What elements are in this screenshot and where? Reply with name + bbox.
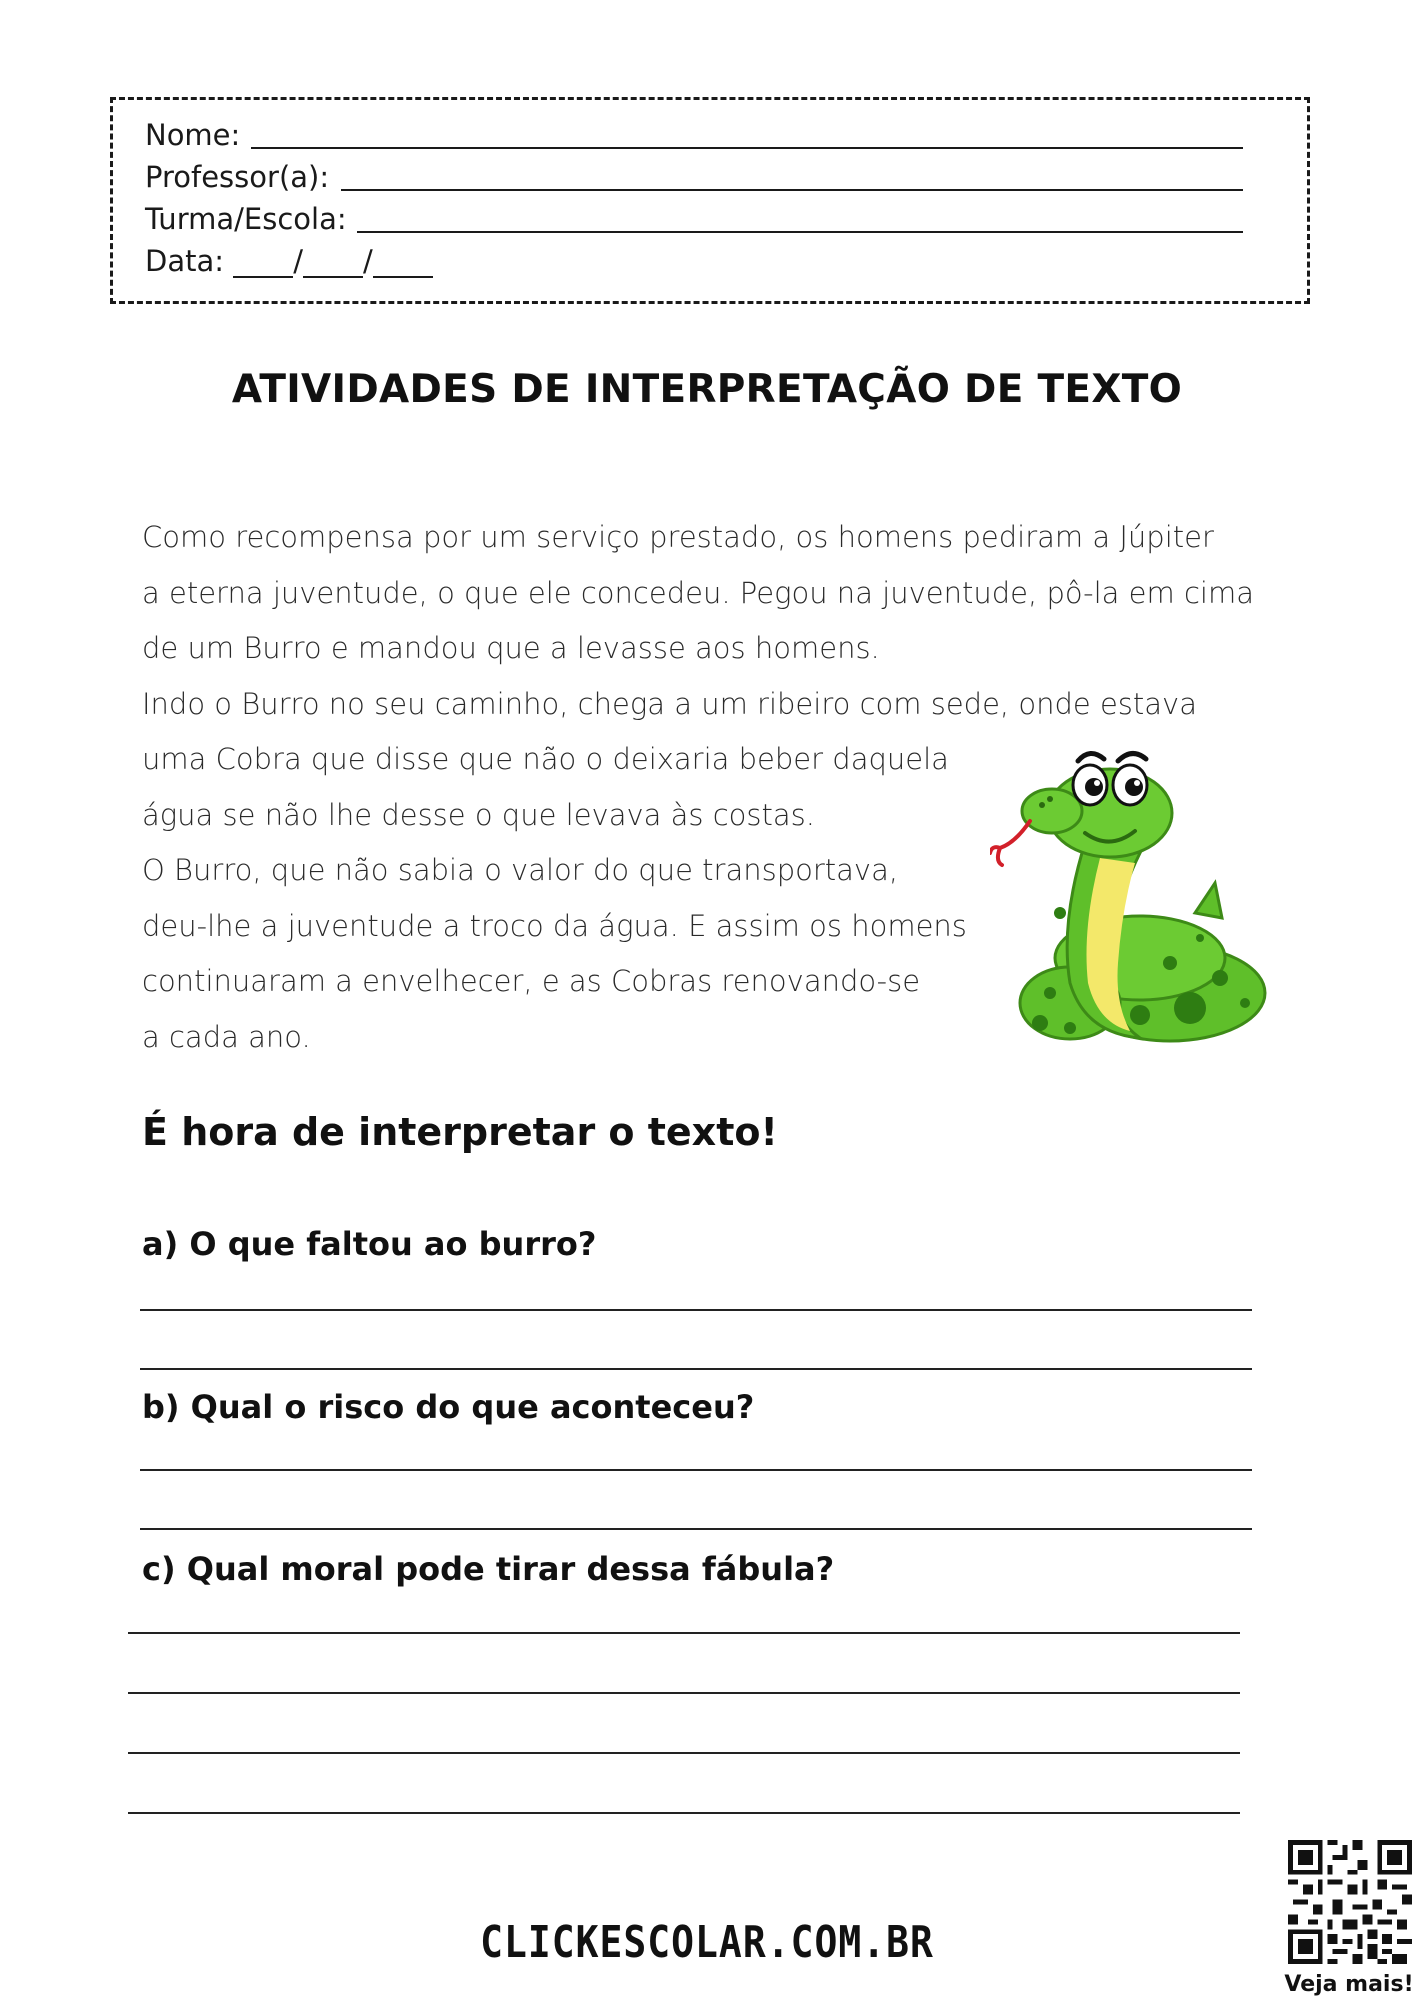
date-year-blank[interactable] xyxy=(373,248,433,278)
date-separator: / xyxy=(293,244,304,278)
nome-line[interactable] xyxy=(251,147,1243,149)
nome-label: Nome: xyxy=(145,118,241,152)
story-line: uma Cobra que disse que não o deixaria beber daquela xyxy=(142,742,949,776)
turma-field xyxy=(145,202,347,236)
date-month-blank[interactable] xyxy=(303,248,363,278)
professor-line[interactable] xyxy=(341,189,1243,191)
story-line: O Burro, que não sabia o valor do que transportava, xyxy=(142,853,899,887)
answer-line-c1[interactable] xyxy=(128,1632,1240,1634)
answer-line-c4[interactable] xyxy=(128,1812,1240,1814)
answer-line-a2[interactable] xyxy=(140,1368,1252,1370)
section-heading: É hora de interpretar o texto! xyxy=(142,1110,778,1154)
professor-label: Professor(a): xyxy=(145,160,330,194)
turma-label: Turma/Escola: xyxy=(145,202,347,236)
professor-field xyxy=(145,160,329,194)
answer-line-a1[interactable] xyxy=(140,1309,1252,1311)
story-line: deu-lhe a juventude a troco da água. E assim os homens xyxy=(142,908,967,943)
story-line: água se não lhe desse o que levava às costas. xyxy=(142,797,816,832)
date-separator: / xyxy=(363,244,373,278)
story-line: Indo o Burro no seu caminho, chega a um ribeiro com sede, onde estava xyxy=(142,686,1197,721)
snake-icon xyxy=(990,733,1280,1063)
data-field xyxy=(145,244,433,278)
student-info-box xyxy=(110,97,1310,304)
story-line: Como recompensa por um serviço prestado, os homens pediram a Júpiter xyxy=(142,520,1214,554)
answer-line-b1[interactable] xyxy=(140,1469,1252,1471)
story-line: a eterna juventude, o que ele concedeu. Pegou na juventude, pô-la em cima xyxy=(142,575,1254,610)
turma-line[interactable] xyxy=(357,231,1243,233)
nome-field xyxy=(145,118,240,152)
site-footer[interactable]: CLICKESCOLAR.COM.BR xyxy=(480,1916,934,1968)
question-c: c) Qual moral pode tirar dessa fábula? xyxy=(142,1550,835,1588)
question-b: b) Qual o risco do que aconteceu? xyxy=(142,1388,755,1426)
story-line: continuaram a envelhecer, e as Cobras renovando-se xyxy=(142,964,921,998)
question-a: a) O que faltou ao burro? xyxy=(142,1225,597,1263)
see-more-label[interactable]: Veja mais! xyxy=(1284,1972,1414,1997)
qr-code-icon[interactable] xyxy=(1288,1840,1412,1964)
date-day-blank[interactable] xyxy=(233,248,293,278)
answer-line-c3[interactable] xyxy=(128,1752,1240,1754)
story-line: de um Burro e mandou que a levasse aos homens. xyxy=(142,631,880,665)
story-line: a cada ano. xyxy=(142,1019,311,1054)
answer-line-c2[interactable] xyxy=(128,1692,1240,1694)
page-title: ATIVIDADES DE INTERPRETAÇÃO DE TEXTO xyxy=(231,367,1183,412)
data-label: Data: xyxy=(145,244,225,278)
answer-line-b2[interactable] xyxy=(140,1528,1252,1530)
